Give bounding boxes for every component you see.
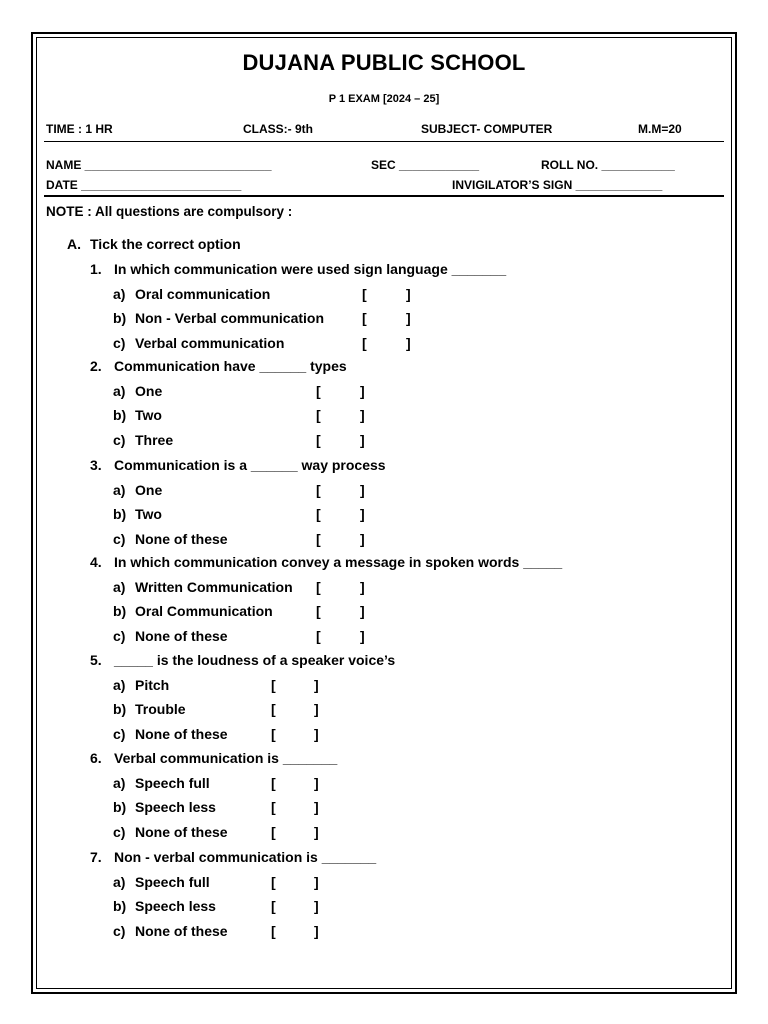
- option-letter: c): [113, 824, 126, 840]
- answer-checkbox-open-bracket[interactable]: [: [362, 286, 367, 302]
- question-number: 1.: [90, 261, 102, 277]
- section-title: Tick the correct option: [90, 236, 241, 252]
- question-text: In which communication were used sign language _______: [114, 261, 507, 277]
- section-heading: [67, 236, 241, 252]
- question-number: 4.: [90, 554, 102, 570]
- answer-checkbox-close-bracket[interactable]: ]: [314, 726, 319, 742]
- option-text: Two: [135, 407, 162, 423]
- answer-checkbox-open-bracket[interactable]: [: [271, 677, 276, 693]
- option: [113, 531, 228, 547]
- option-letter: a): [113, 775, 126, 791]
- option-letter: a): [113, 579, 126, 595]
- answer-checkbox-close-bracket[interactable]: ]: [360, 432, 365, 448]
- option-letter: b): [113, 898, 127, 914]
- option-letter: a): [113, 874, 126, 890]
- option-text: Speech less: [135, 799, 216, 815]
- answer-checkbox-close-bracket[interactable]: ]: [314, 898, 319, 914]
- option: [113, 383, 162, 399]
- option: [113, 286, 270, 302]
- option-letter: a): [113, 286, 126, 302]
- answer-checkbox-open-bracket[interactable]: [: [316, 531, 321, 547]
- option: [113, 579, 293, 595]
- option: [113, 335, 284, 351]
- subject-label: SUBJECT- COMPUTER: [421, 122, 553, 136]
- question: [90, 554, 562, 570]
- answer-checkbox-close-bracket[interactable]: ]: [360, 628, 365, 644]
- answer-checkbox-open-bracket[interactable]: [: [316, 628, 321, 644]
- roll-no-field: ROLL NO. ___________: [541, 158, 675, 172]
- option-letter: c): [113, 923, 126, 939]
- question: [90, 457, 386, 473]
- divider: [44, 195, 724, 197]
- option-text: Written Communication: [135, 579, 293, 595]
- time-label: TIME : 1 HR: [46, 122, 113, 136]
- question-number: 2.: [90, 358, 102, 374]
- option: [113, 432, 173, 448]
- option-text: One: [135, 482, 163, 498]
- answer-checkbox-close-bracket[interactable]: ]: [314, 923, 319, 939]
- answer-checkbox-close-bracket[interactable]: ]: [360, 506, 365, 522]
- option: [113, 628, 228, 644]
- option-letter: c): [113, 628, 126, 644]
- option-text: Trouble: [135, 701, 186, 717]
- option-text: None of these: [135, 531, 228, 547]
- option-letter: b): [113, 799, 127, 815]
- answer-checkbox-close-bracket[interactable]: ]: [360, 383, 365, 399]
- invigilator-sign-field: INVIGILATOR’S SIGN _____________: [452, 178, 663, 192]
- option-letter: a): [113, 482, 126, 498]
- option-text: Speech full: [135, 874, 210, 890]
- option: [113, 775, 210, 791]
- note: NOTE : All questions are compulsory :: [46, 204, 293, 219]
- answer-checkbox-open-bracket[interactable]: [: [316, 579, 321, 595]
- answer-checkbox-open-bracket[interactable]: [: [316, 506, 321, 522]
- option-text: Oral Communication: [135, 603, 273, 619]
- question-text: In which communication convey a message in spoken words _____: [114, 554, 563, 570]
- question-text: Communication have ______ types: [114, 358, 347, 374]
- answer-checkbox-open-bracket[interactable]: [: [271, 726, 276, 742]
- answer-checkbox-open-bracket[interactable]: [: [271, 923, 276, 939]
- question: [90, 750, 337, 766]
- question: [90, 261, 506, 277]
- option: [113, 874, 210, 890]
- answer-checkbox-close-bracket[interactable]: ]: [360, 531, 365, 547]
- option: [113, 824, 228, 840]
- answer-checkbox-open-bracket[interactable]: [: [316, 432, 321, 448]
- option-letter: c): [113, 531, 126, 547]
- option-letter: a): [113, 383, 126, 399]
- question-text: _____ is the loudness of a speaker voice’s: [114, 652, 396, 668]
- option: [113, 677, 169, 693]
- sec-field: SEC ____________: [371, 158, 480, 172]
- option: [113, 726, 228, 742]
- option-text: Speech less: [135, 898, 216, 914]
- option: [113, 923, 228, 939]
- option: [113, 310, 324, 326]
- question-number: 6.: [90, 750, 102, 766]
- answer-checkbox-close-bracket[interactable]: ]: [314, 799, 319, 815]
- option-letter: c): [113, 726, 126, 742]
- option-text: None of these: [135, 726, 228, 742]
- answer-checkbox-close-bracket[interactable]: ]: [406, 286, 411, 302]
- section-letter: A.: [67, 236, 81, 252]
- option: [113, 603, 273, 619]
- answer-checkbox-open-bracket[interactable]: [: [316, 383, 321, 399]
- question-text: Non - verbal communication is _______: [114, 849, 377, 865]
- option-letter: b): [113, 603, 127, 619]
- option: [113, 799, 216, 815]
- answer-checkbox-open-bracket[interactable]: [: [271, 898, 276, 914]
- answer-checkbox-close-bracket[interactable]: ]: [406, 310, 411, 326]
- option-text: Speech full: [135, 775, 210, 791]
- option-letter: c): [113, 432, 126, 448]
- answer-checkbox-close-bracket[interactable]: ]: [360, 579, 365, 595]
- option-text: Non - Verbal communication: [135, 310, 325, 326]
- marks-label: M.M=20: [638, 122, 682, 136]
- answer-checkbox-open-bracket[interactable]: [: [316, 407, 321, 423]
- answer-checkbox-open-bracket[interactable]: [: [316, 603, 321, 619]
- answer-checkbox-close-bracket[interactable]: ]: [314, 677, 319, 693]
- school-title: DUJANA PUBLIC SCHOOL: [242, 50, 526, 75]
- option-text: Pitch: [135, 677, 170, 693]
- answer-checkbox-open-bracket[interactable]: [: [362, 310, 367, 326]
- date-field: DATE ________________________: [46, 178, 242, 192]
- option-letter: b): [113, 701, 127, 717]
- question-number: 3.: [90, 457, 102, 473]
- option-text: Two: [135, 506, 162, 522]
- option-letter: c): [113, 335, 126, 351]
- option-text: Oral communication: [135, 286, 271, 302]
- answer-checkbox-close-bracket[interactable]: ]: [314, 701, 319, 717]
- answer-checkbox-open-bracket[interactable]: [: [316, 482, 321, 498]
- name-field: NAME ____________________________: [46, 158, 272, 172]
- option-text: None of these: [135, 628, 228, 644]
- answer-checkbox-close-bracket[interactable]: ]: [360, 407, 365, 423]
- divider: [44, 141, 724, 142]
- option: [113, 482, 162, 498]
- question: [90, 652, 395, 668]
- option-text: One: [135, 383, 163, 399]
- answer-checkbox-open-bracket[interactable]: [: [362, 335, 367, 351]
- option-text: Three: [135, 432, 174, 448]
- option-letter: b): [113, 407, 127, 423]
- question-number: 7.: [90, 849, 102, 865]
- option-text: None of these: [135, 923, 228, 939]
- answer-checkbox-open-bracket[interactable]: [: [271, 799, 276, 815]
- option: [113, 898, 216, 914]
- answer-checkbox-open-bracket[interactable]: [: [271, 824, 276, 840]
- question: [90, 358, 347, 374]
- answer-checkbox-open-bracket[interactable]: [: [271, 874, 276, 890]
- answer-checkbox-close-bracket[interactable]: ]: [360, 482, 365, 498]
- question-text: Communication is a ______ way process: [114, 457, 386, 473]
- answer-checkbox-close-bracket[interactable]: ]: [360, 603, 365, 619]
- answer-checkbox-close-bracket[interactable]: ]: [406, 335, 411, 351]
- class-label: CLASS:- 9th: [243, 122, 313, 136]
- answer-checkbox-close-bracket[interactable]: ]: [314, 874, 319, 890]
- option: [113, 506, 162, 522]
- option-text: Verbal communication: [135, 335, 285, 351]
- option-letter: b): [113, 310, 127, 326]
- question-text: Verbal communication is _______: [114, 750, 338, 766]
- option-text: None of these: [135, 824, 228, 840]
- option: [113, 407, 162, 423]
- answer-checkbox-close-bracket[interactable]: ]: [314, 775, 319, 791]
- answer-checkbox-open-bracket[interactable]: [: [271, 775, 276, 791]
- exam-title: P 1 EXAM [2024 – 25]: [328, 93, 440, 105]
- question: [90, 849, 376, 865]
- answer-checkbox-close-bracket[interactable]: ]: [314, 824, 319, 840]
- answer-checkbox-open-bracket[interactable]: [: [271, 701, 276, 717]
- option-letter: a): [113, 677, 126, 693]
- question-number: 5.: [90, 652, 102, 668]
- option: [113, 701, 186, 717]
- option-letter: b): [113, 506, 127, 522]
